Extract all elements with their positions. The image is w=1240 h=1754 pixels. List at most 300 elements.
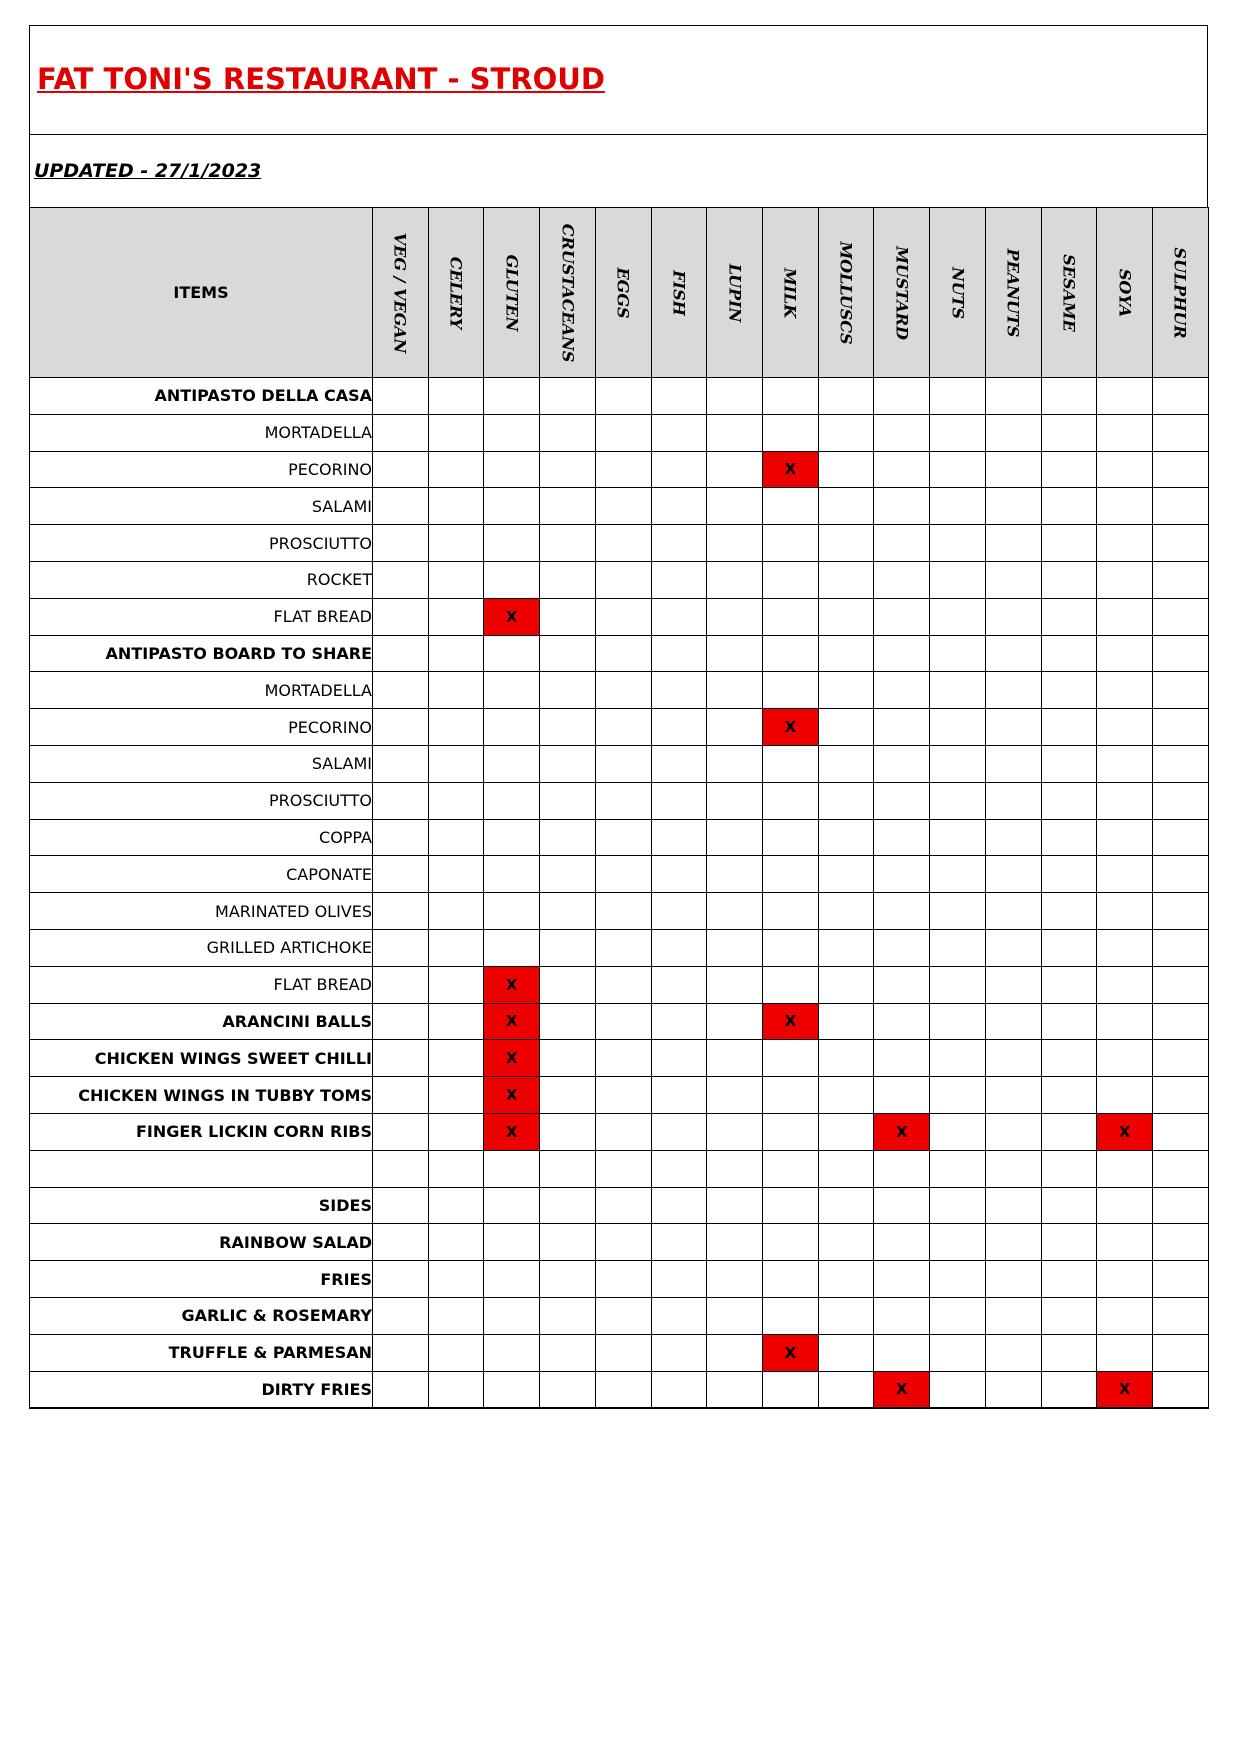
allergen-cell xyxy=(1097,1187,1153,1224)
allergen-cell xyxy=(1153,1187,1209,1224)
allergen-cell xyxy=(651,1334,707,1371)
allergen-mark: X xyxy=(874,1113,930,1150)
allergen-cell xyxy=(707,856,763,893)
allergen-cell xyxy=(985,525,1041,562)
allergen-cell xyxy=(707,929,763,966)
allergen-cell xyxy=(763,1113,819,1150)
allergen-cell xyxy=(595,1150,651,1187)
allergen-cell xyxy=(874,745,930,782)
allergen-cell xyxy=(484,1224,540,1261)
allergen-cell xyxy=(985,1113,1041,1150)
allergen-cell xyxy=(874,561,930,598)
allergen-cell xyxy=(1153,819,1209,856)
allergen-cell xyxy=(930,1040,986,1077)
allergen-cell xyxy=(373,1187,429,1224)
allergen-cell xyxy=(985,1371,1041,1408)
allergen-header-gluten xyxy=(484,208,540,378)
allergen-cell xyxy=(874,1003,930,1040)
allergen-cell xyxy=(1153,488,1209,525)
allergen-cell xyxy=(651,1077,707,1114)
allergen-cell xyxy=(484,1187,540,1224)
allergen-cell xyxy=(1153,1077,1209,1114)
allergen-cell xyxy=(595,1187,651,1224)
allergen-cell xyxy=(985,709,1041,746)
allergen-cell xyxy=(985,929,1041,966)
allergen-cell xyxy=(985,414,1041,451)
item-label: SALAMI xyxy=(30,488,373,525)
allergen-cell xyxy=(595,672,651,709)
allergen-cell xyxy=(540,378,596,415)
allergen-cell xyxy=(651,598,707,635)
item-label: DIRTY FRIES xyxy=(30,1371,373,1408)
allergen-cell xyxy=(985,782,1041,819)
allergen-cell xyxy=(428,929,484,966)
allergen-cell xyxy=(651,488,707,525)
allergen-cell xyxy=(874,488,930,525)
allergen-cell xyxy=(373,488,429,525)
allergen-cell xyxy=(595,451,651,488)
allergen-cell xyxy=(484,451,540,488)
allergen-cell xyxy=(985,1077,1041,1114)
allergen-cell xyxy=(1153,856,1209,893)
allergen-cell xyxy=(373,893,429,930)
allergen-cell xyxy=(707,635,763,672)
table-row xyxy=(30,451,1209,488)
allergen-cell xyxy=(651,561,707,598)
allergen-cell xyxy=(1097,525,1153,562)
allergen-cell xyxy=(428,1040,484,1077)
allergen-cell xyxy=(373,929,429,966)
allergen-cell xyxy=(1153,525,1209,562)
allergen-cell xyxy=(818,1040,874,1077)
allergen-cell xyxy=(373,1003,429,1040)
allergen-cell xyxy=(651,635,707,672)
allergen-cell xyxy=(428,635,484,672)
allergen-cell xyxy=(930,745,986,782)
allergen-cell xyxy=(707,1261,763,1298)
allergen-cell xyxy=(707,782,763,819)
allergen-cell xyxy=(1097,819,1153,856)
allergen-cell xyxy=(874,819,930,856)
allergen-cell xyxy=(1041,1371,1097,1408)
allergen-cell xyxy=(818,1261,874,1298)
allergen-cell xyxy=(1041,378,1097,415)
allergen-cell xyxy=(707,966,763,1003)
allergen-cell xyxy=(874,929,930,966)
allergen-cell xyxy=(540,709,596,746)
allergen-cell xyxy=(540,893,596,930)
allergen-cell xyxy=(540,1334,596,1371)
table-row xyxy=(30,378,1209,415)
item-label: PECORINO xyxy=(30,709,373,746)
allergen-cell xyxy=(1153,893,1209,930)
allergen-cell xyxy=(1097,414,1153,451)
allergen-cell xyxy=(540,1040,596,1077)
allergen-cell xyxy=(1153,672,1209,709)
allergen-mark: X xyxy=(484,1113,540,1150)
allergen-cell xyxy=(1041,1150,1097,1187)
allergen-cell xyxy=(540,929,596,966)
allergen-cell xyxy=(484,709,540,746)
allergen-cell xyxy=(595,1297,651,1334)
allergen-cell xyxy=(930,561,986,598)
allergen-cell xyxy=(818,672,874,709)
allergen-cell xyxy=(595,1371,651,1408)
allergen-header-sesame xyxy=(1041,208,1097,378)
allergen-cell xyxy=(707,1371,763,1408)
allergen-cell xyxy=(930,451,986,488)
allergen-cell xyxy=(930,414,986,451)
allergen-cell xyxy=(373,966,429,1003)
allergen-cell xyxy=(1041,966,1097,1003)
allergen-cell xyxy=(985,745,1041,782)
allergen-cell xyxy=(595,414,651,451)
restaurant-title: FAT TONI'S RESTAURANT - STROUD xyxy=(37,62,605,96)
allergen-cell xyxy=(1041,1261,1097,1298)
allergen-cell xyxy=(1153,1113,1209,1150)
allergen-cell xyxy=(763,1261,819,1298)
allergen-cell xyxy=(874,966,930,1003)
allergen-cell xyxy=(1041,1187,1097,1224)
allergen-cell xyxy=(1041,929,1097,966)
table-row xyxy=(30,488,1209,525)
allergen-cell xyxy=(763,488,819,525)
allergen-cell xyxy=(930,598,986,635)
allergen-cell xyxy=(874,1187,930,1224)
allergen-cell xyxy=(930,819,986,856)
allergen-cell xyxy=(540,488,596,525)
allergen-cell xyxy=(818,1003,874,1040)
allergen-cell xyxy=(540,1113,596,1150)
allergen-cell xyxy=(930,1224,986,1261)
allergen-table xyxy=(29,207,1209,1409)
allergen-cell xyxy=(484,1150,540,1187)
allergen-cell xyxy=(428,1150,484,1187)
allergen-cell xyxy=(1041,1113,1097,1150)
allergen-cell xyxy=(540,635,596,672)
allergen-cell xyxy=(484,672,540,709)
item-label: SALAMI xyxy=(30,745,373,782)
allergen-cell xyxy=(985,451,1041,488)
allergen-cell xyxy=(595,525,651,562)
allergen-cell xyxy=(595,561,651,598)
allergen-cell xyxy=(428,525,484,562)
allergen-cell xyxy=(484,525,540,562)
allergen-cell xyxy=(651,1040,707,1077)
allergen-header-crustaceans xyxy=(540,208,596,378)
allergen-cell xyxy=(874,856,930,893)
item-label: FRIES xyxy=(30,1261,373,1298)
allergen-cell xyxy=(651,1261,707,1298)
allergen-cell xyxy=(763,598,819,635)
allergen-cell xyxy=(985,1261,1041,1298)
allergen-cell xyxy=(1153,1224,1209,1261)
allergen-cell xyxy=(428,1187,484,1224)
allergen-cell xyxy=(651,966,707,1003)
allergen-header-peanuts xyxy=(985,208,1041,378)
allergen-label: CELERY xyxy=(446,256,466,329)
allergen-cell xyxy=(874,451,930,488)
allergen-cell xyxy=(763,672,819,709)
allergen-cell xyxy=(428,378,484,415)
allergen-cell xyxy=(484,1261,540,1298)
allergen-cell xyxy=(763,856,819,893)
allergen-cell xyxy=(540,1297,596,1334)
item-label: CHICKEN WINGS IN TUBBY TOMS xyxy=(30,1077,373,1114)
allergen-cell xyxy=(373,378,429,415)
allergen-cell xyxy=(1097,488,1153,525)
allergen-cell xyxy=(1041,451,1097,488)
allergen-cell xyxy=(540,1003,596,1040)
allergen-cell xyxy=(874,782,930,819)
allergen-cell xyxy=(1153,451,1209,488)
item-label: MORTADELLA xyxy=(30,414,373,451)
allergen-cell xyxy=(1153,378,1209,415)
item-label: PROSCIUTTO xyxy=(30,525,373,562)
allergen-label: SOYA xyxy=(1115,268,1135,317)
allergen-mark: X xyxy=(484,1077,540,1114)
allergen-cell xyxy=(1041,598,1097,635)
allergen-cell xyxy=(595,745,651,782)
allergen-mark: X xyxy=(1097,1371,1153,1408)
allergen-cell xyxy=(818,1077,874,1114)
allergen-cell xyxy=(595,598,651,635)
allergen-cell xyxy=(373,1113,429,1150)
table-row xyxy=(30,525,1209,562)
allergen-label: CRUSTACEANS xyxy=(558,223,578,362)
allergen-cell xyxy=(930,1261,986,1298)
allergen-cell xyxy=(763,893,819,930)
item-label: PROSCIUTTO xyxy=(30,782,373,819)
allergen-cell xyxy=(930,1297,986,1334)
allergen-cell xyxy=(428,1334,484,1371)
allergen-cell xyxy=(763,635,819,672)
allergen-cell xyxy=(373,1334,429,1371)
allergen-cell xyxy=(818,598,874,635)
allergen-cell xyxy=(595,929,651,966)
allergen-cell xyxy=(484,782,540,819)
allergen-cell xyxy=(373,709,429,746)
allergen-cell xyxy=(985,672,1041,709)
allergen-cell xyxy=(1153,1334,1209,1371)
allergen-cell xyxy=(930,856,986,893)
allergen-cell xyxy=(651,929,707,966)
allergen-header-mustard xyxy=(874,208,930,378)
allergen-cell xyxy=(428,561,484,598)
allergen-cell xyxy=(540,819,596,856)
allergen-cell xyxy=(484,745,540,782)
allergen-cell xyxy=(428,893,484,930)
allergen-cell xyxy=(1097,929,1153,966)
table-row xyxy=(30,1224,1209,1261)
allergen-mark: X xyxy=(763,451,819,488)
allergen-cell xyxy=(428,1297,484,1334)
allergen-cell xyxy=(874,709,930,746)
allergen-cell xyxy=(1097,966,1153,1003)
allergen-cell xyxy=(930,1150,986,1187)
allergen-cell xyxy=(1153,561,1209,598)
allergen-cell xyxy=(874,414,930,451)
allergen-cell xyxy=(874,1297,930,1334)
allergen-cell xyxy=(930,488,986,525)
allergen-cell xyxy=(1041,1040,1097,1077)
allergen-cell xyxy=(595,966,651,1003)
allergen-cell xyxy=(763,929,819,966)
allergen-cell xyxy=(874,378,930,415)
allergen-cell xyxy=(1041,414,1097,451)
allergen-cell xyxy=(818,414,874,451)
allergen-cell xyxy=(985,856,1041,893)
allergen-cell xyxy=(1097,1150,1153,1187)
allergen-cell xyxy=(1153,1150,1209,1187)
allergen-cell xyxy=(651,1150,707,1187)
allergen-cell xyxy=(874,1334,930,1371)
allergen-cell xyxy=(1153,929,1209,966)
table-row xyxy=(30,1297,1209,1334)
allergen-cell xyxy=(763,414,819,451)
allergen-cell xyxy=(484,378,540,415)
allergen-cell xyxy=(1153,1040,1209,1077)
allergen-cell xyxy=(1153,414,1209,451)
allergen-label: SULPHUR xyxy=(1170,246,1190,339)
allergen-cell xyxy=(1041,893,1097,930)
allergen-cell xyxy=(428,745,484,782)
allergen-cell xyxy=(930,893,986,930)
item-label: FINGER LICKIN CORN RIBS xyxy=(30,1113,373,1150)
allergen-cell xyxy=(707,819,763,856)
allergen-label: MOLLUSCS xyxy=(836,240,856,345)
allergen-cell xyxy=(1097,1003,1153,1040)
table-row xyxy=(30,1261,1209,1298)
allergen-mark: X xyxy=(484,1003,540,1040)
table-row xyxy=(30,1077,1209,1114)
table-row xyxy=(30,1150,1209,1187)
table-row xyxy=(30,709,1209,746)
allergen-cell xyxy=(1041,1003,1097,1040)
item-label: SIDES xyxy=(30,1187,373,1224)
allergen-cell xyxy=(540,561,596,598)
allergen-cell xyxy=(818,819,874,856)
allergen-cell xyxy=(763,745,819,782)
allergen-header-fish xyxy=(651,208,707,378)
allergen-cell xyxy=(985,1150,1041,1187)
item-label: CHICKEN WINGS SWEET CHILLI xyxy=(30,1040,373,1077)
allergen-cell xyxy=(985,598,1041,635)
allergen-cell xyxy=(1153,1261,1209,1298)
table-row xyxy=(30,1334,1209,1371)
allergen-cell xyxy=(428,1261,484,1298)
allergen-cell xyxy=(1097,856,1153,893)
allergen-cell xyxy=(595,635,651,672)
allergen-cell xyxy=(707,1150,763,1187)
allergen-mark: X xyxy=(1097,1113,1153,1150)
allergen-header-nuts xyxy=(930,208,986,378)
allergen-cell xyxy=(428,414,484,451)
allergen-cell xyxy=(428,1077,484,1114)
item-label: GARLIC & ROSEMARY xyxy=(30,1297,373,1334)
item-label: FLAT BREAD xyxy=(30,598,373,635)
allergen-cell xyxy=(1097,635,1153,672)
allergen-cell xyxy=(373,451,429,488)
allergen-cell xyxy=(874,1150,930,1187)
allergen-cell xyxy=(1041,1334,1097,1371)
allergen-cell xyxy=(651,1187,707,1224)
allergen-cell xyxy=(707,893,763,930)
allergen-cell xyxy=(707,1334,763,1371)
allergen-cell xyxy=(818,1224,874,1261)
allergen-cell xyxy=(707,1224,763,1261)
allergen-cell xyxy=(651,893,707,930)
allergen-cell xyxy=(651,525,707,562)
allergen-header-lupin xyxy=(707,208,763,378)
allergen-label: LUPIN xyxy=(725,263,745,322)
allergen-cell xyxy=(373,1297,429,1334)
allergen-cell xyxy=(484,635,540,672)
allergen-cell xyxy=(763,1040,819,1077)
table-row xyxy=(30,856,1209,893)
allergen-cell xyxy=(985,1040,1041,1077)
allergen-cell xyxy=(373,414,429,451)
allergen-cell xyxy=(763,819,819,856)
allergen-cell xyxy=(707,1297,763,1334)
allergen-cell xyxy=(1097,1224,1153,1261)
allergen-cell xyxy=(595,488,651,525)
allergen-cell xyxy=(874,598,930,635)
allergen-cell xyxy=(595,378,651,415)
table-row xyxy=(30,745,1209,782)
allergen-cell xyxy=(1097,1261,1153,1298)
allergen-cell xyxy=(428,966,484,1003)
allergen-cell xyxy=(651,1297,707,1334)
allergen-header-celery xyxy=(428,208,484,378)
allergen-cell xyxy=(428,1003,484,1040)
allergen-cell xyxy=(763,1150,819,1187)
allergen-cell xyxy=(985,635,1041,672)
allergen-mark: X xyxy=(763,709,819,746)
allergen-cell xyxy=(595,856,651,893)
updated-date: UPDATED - 27/1/2023 xyxy=(34,160,262,182)
item-label: GRILLED ARTICHOKE xyxy=(30,929,373,966)
allergen-cell xyxy=(985,1003,1041,1040)
allergen-cell xyxy=(651,414,707,451)
allergen-cell xyxy=(763,378,819,415)
allergen-cell xyxy=(428,709,484,746)
allergen-cell xyxy=(930,525,986,562)
allergen-cell xyxy=(930,1187,986,1224)
allergen-cell xyxy=(1041,709,1097,746)
allergen-cell xyxy=(985,966,1041,1003)
allergen-cell xyxy=(428,1371,484,1408)
allergen-cell xyxy=(1097,1040,1153,1077)
table-row xyxy=(30,929,1209,966)
allergen-cell xyxy=(930,672,986,709)
allergen-header-veg-vegan xyxy=(373,208,429,378)
allergen-cell xyxy=(1153,1297,1209,1334)
allergen-cell xyxy=(1041,1297,1097,1334)
allergen-cell xyxy=(428,1113,484,1150)
allergen-cell xyxy=(1097,378,1153,415)
allergen-cell xyxy=(595,1224,651,1261)
table-row xyxy=(30,635,1209,672)
allergen-cell xyxy=(484,414,540,451)
allergen-cell xyxy=(595,1040,651,1077)
allergen-cell xyxy=(651,782,707,819)
item-label: MARINATED OLIVES xyxy=(30,893,373,930)
allergen-cell xyxy=(930,1371,986,1408)
allergen-cell xyxy=(985,488,1041,525)
allergen-cell xyxy=(373,1224,429,1261)
allergen-cell xyxy=(1153,745,1209,782)
